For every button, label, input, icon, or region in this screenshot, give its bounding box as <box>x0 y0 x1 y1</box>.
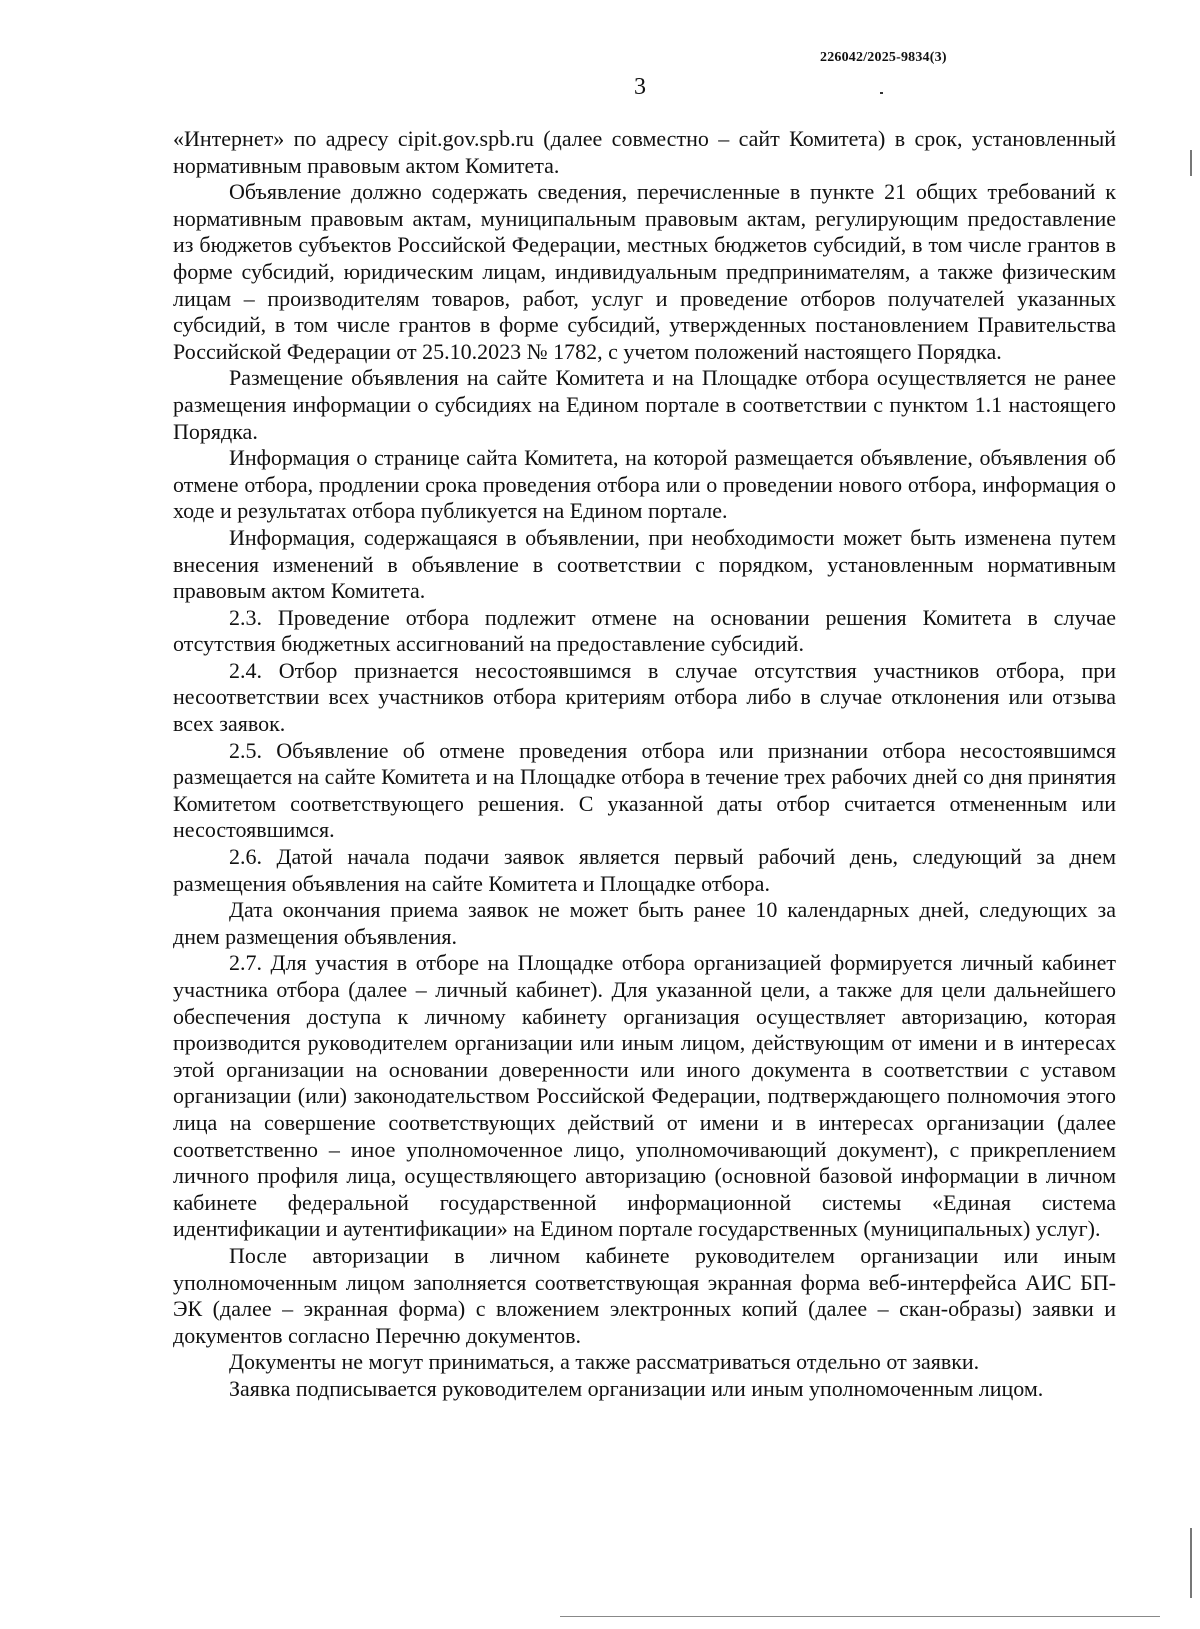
paragraph-deadline: Дата окончания приема заявок не может быть ранее 10 календарных дней, следующих за днем размещения объявления. <box>173 897 1116 949</box>
scan-speck <box>880 92 883 94</box>
paragraph-continuation: «Интернет» по адресу cipit.gov.spb.ru (далее совместно – сайт Комитета) в срок, установленный нормативным правовым актом Комитета. <box>173 126 1116 178</box>
paragraph-announcement-placement: Размещение объявления на сайте Комитета и на Площадке отбора осуществляется не ранее размещения информации о субсидиях на Едином портале в соответствии с пунктом 1.1 настоящего Порядка. <box>173 365 1116 444</box>
scan-edge-mark <box>1190 1528 1192 1598</box>
paragraph-clause-2-7: 2.7. Для участия в отборе на Площадке отбора организацией формируется личный кабинет участника отбора (далее – личный кабинет). Для указанной цели, а также для цели дальнейшего обеспечения доступа к личному кабинету организация осуществляет авторизацию, которая производится руководителем организации или иным лицом, действующим от имени и в интересах этой организации на основании доверенности или иного документа в соответствии с уставом организации (или) законодательством Российской Федерации, подтверждающего полномочия этого лица на совершение соответствующих действий от имени и в интересах организации (далее соответственно – иное уполномоченное лицо, уполномочивающий документ), с прикреплением личного профиля лица, осуществляющего авторизацию (основной базовой информации в личном кабинете федеральной государственной информационной системы «Единая система идентификации и аутентификации» на Едином портале государственных (муниципальных) услуг). <box>173 950 1116 1242</box>
paragraph-clause-2-3: 2.3. Проведение отбора подлежит отмене на основании решения Комитета в случае отсутствия бюджетных ассигнований на предоставление субсидий. <box>173 604 1116 657</box>
paragraph-clause-2-4: 2.4. Отбор признается несостоявшимся в случае отсутствия участников отбора, при несоответствии всех участников отбора критериям отбора либо в случае отклонения или отзыва всех заявок. <box>173 657 1116 737</box>
scan-bottom-line <box>560 1616 1160 1617</box>
paragraph-after-authorization: После авторизации в личном кабинете руководителем организации или иным уполномоченным лицом заполняется соответствующая экранная форма веб-интерфейса АИС БП-ЭК (далее – экранная форма) с вложением электронных копий (далее – скан-образы) заявки и документов согласно Перечню документов. <box>173 1242 1116 1348</box>
paragraph-clause-2-5: 2.5. Объявление об отмене проведения отбора или признании отбора несостоявшимся размещается на сайте Комитета и на Площадке отбора в течение трех рабочих дней со дня принятия Комитетом соответствующего решения. С указанной даты отбор считается отмененным или несостоявшимся. <box>173 737 1116 843</box>
paragraph-announcement-content: Объявление должно содержать сведения, перечисленные в пункте 21 общих требований к нормативным правовым актам, муниципальным правовым актам, регулирующим предоставление из бюджетов субъектов Российской Федерации, местных бюджетов субсидий, в том числе грантов в форме субсидий, юридическим лицам, индивидуальным предпринимателям, а также физическим лицам – производителям товаров, работ, услуг и проведение отборов получателей указанных субсидий, в том числе грантов в форме субсидий, утвержденных постановлением Правительства Российской Федерации от 25.10.2023 № 1782, с учетом положений настоящего Порядка. <box>173 179 1116 364</box>
document-body <box>173 126 1116 1403</box>
paragraph-application-signing: Заявка подписывается руководителем организации или иным уполномоченным лицом. <box>229 1375 1044 1401</box>
paragraph-site-info: Информация о странице сайта Комитета, на которой размещается объявление, объявления об отмене отбора, продлении срока проведения отбора или о проведении нового отбора, информация о ходе и результатах отбора публикуется на Едином портале. <box>173 445 1116 524</box>
paragraph-clause-2-6: 2.6. Датой начала подачи заявок является первый рабочий день, следующий за днем размещения объявления на сайте Комитета и Площадке отбора. <box>173 844 1116 896</box>
paragraph-documents-acceptance: Документы не могут приниматься, а также рассматриваться отдельно от заявки. <box>229 1349 980 1375</box>
document-id: 226042/2025-9834(3) <box>820 50 947 65</box>
paragraph-announcement-changes: Информация, содержащаяся в объявлении, при необходимости может быть изменена путем внесения изменений в объявление в соответствии с порядком, установленным нормативным правовым актом Комитета. <box>173 524 1116 604</box>
page-number: 3 <box>634 74 646 100</box>
scan-edge-mark <box>1190 150 1192 176</box>
